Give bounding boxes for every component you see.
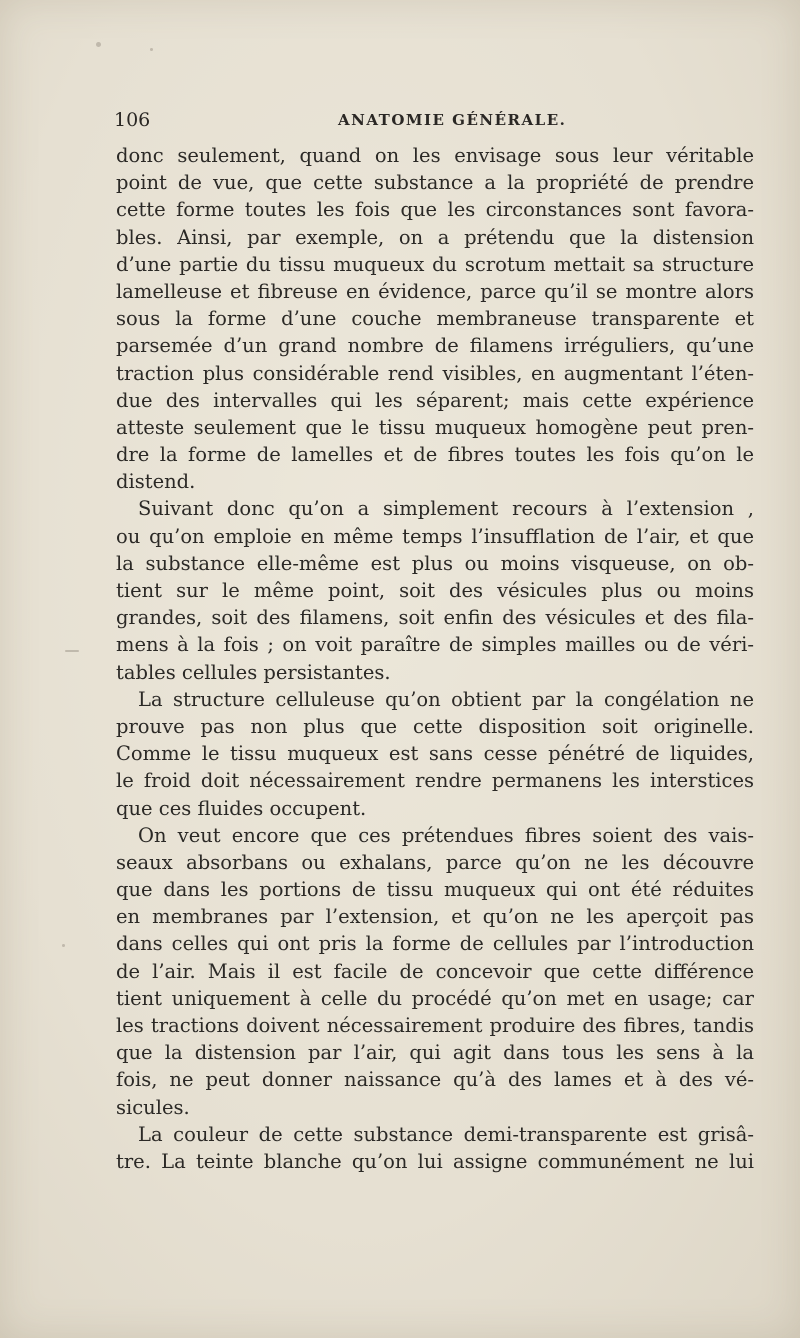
text-line: prouve pas non plus que cette disposition soit originelle. <box>116 714 754 738</box>
text-line: les tractions doivent nécessairement produire des fibres, tandis <box>116 1014 754 1037</box>
text-line: parsemée d’un grand nombre de filamens irréguliers, qu’une <box>116 334 754 358</box>
text-line: tient uniquement à celle du procédé qu’on met en usage; car <box>116 986 754 1010</box>
text-line: grandes, soit des filamens, soit enfin des vésicules et des fila- <box>116 606 754 630</box>
text-line: dre la forme de lamelles et de fibres toutes les fois qu’on le <box>116 443 754 467</box>
running-head: ANATOMIE GÉNÉRALE. <box>338 111 567 129</box>
text-line: de l’air. Mais il est facile de concevoir que cette différence <box>116 959 754 983</box>
text-line: mens à la fois ; on voit paraître de simples mailles ou de véri- <box>116 633 754 657</box>
text-line: atteste seulement que le tissu muqueux homogène peut pren- <box>116 415 754 439</box>
text-line: sous la forme d’une couche membraneuse transparente et <box>116 307 754 331</box>
paper-speck <box>96 42 101 47</box>
paper-speck <box>62 944 65 947</box>
text-line: tables cellules persistantes. <box>116 660 391 684</box>
page-header <box>114 109 754 135</box>
text-line: La structure celluleuse qu’on obtient par la congélation ne <box>138 687 754 711</box>
text-line: que ces fluides occupent. <box>116 796 367 820</box>
text-line: seaux absorbans ou exhalans, parce qu’on ne les découvre <box>116 850 754 874</box>
text-line: en membranes par l’extension, et qu’on ne les aperçoit pas <box>116 905 754 929</box>
text-line: due des intervalles qui les séparent; mais cette expérience <box>116 388 754 412</box>
text-line: d’une partie du tissu muqueux du scrotum mettait sa structure <box>116 252 754 276</box>
text-line: que dans les portions de tissu muqueux qui ont été réduites <box>116 878 754 902</box>
text-line: la substance elle-même est plus ou moins visqueuse, on ob- <box>116 551 754 575</box>
text-line: donc seulement, quand on les envisage sous leur véritable <box>116 144 754 167</box>
body-text <box>116 142 754 1175</box>
text-line: tient sur le même point, soit des vésicules plus ou moins <box>116 579 754 602</box>
text-line: Comme le tissu muqueux est sans cesse pénétré de liquides, <box>116 742 754 766</box>
page-number: 106 <box>114 109 151 131</box>
text-line: cette forme toutes les fois que les circonstances sont favora- <box>116 198 754 222</box>
paper-speck <box>65 650 79 652</box>
text-line: Suivant donc qu’on a simplement recours à l’extension , <box>138 497 754 521</box>
text-line: ou qu’on emploie en même temps l’insufflation de l’air, et que <box>116 524 754 548</box>
text-line: distend. <box>116 470 196 494</box>
text-line: point de vue, que cette substance a la propriété de prendre <box>116 171 754 195</box>
text-line: le froid doit nécessairement rendre permanens les interstices <box>116 769 754 793</box>
paper-speck <box>150 48 153 51</box>
text-line: dans celles qui ont pris la forme de cellules par l’introduction <box>116 932 754 956</box>
text-line: La couleur de cette substance demi-transparente est grisâ- <box>138 1122 754 1146</box>
text-line: sicules. <box>116 1095 190 1119</box>
text-line: bles. Ainsi, par exemple, on a prétendu que la distension <box>116 225 754 249</box>
text-line: tre. La teinte blanche qu’on lui assigne communément ne lui <box>116 1149 754 1173</box>
text-line: fois, ne peut donner naissance qu’à des lames et à des vé- <box>116 1068 754 1092</box>
text-line: lamelleuse et fibreuse en évidence, parce qu’il se montre alors <box>116 279 754 303</box>
text-line: On veut encore que ces prétendues fibres soient des vais- <box>138 823 754 847</box>
text-line: que la distension par l’air, qui agit dans tous les sens à la <box>116 1041 754 1065</box>
text-line: traction plus considérable rend visibles, en augmentant l’éten- <box>116 361 754 385</box>
